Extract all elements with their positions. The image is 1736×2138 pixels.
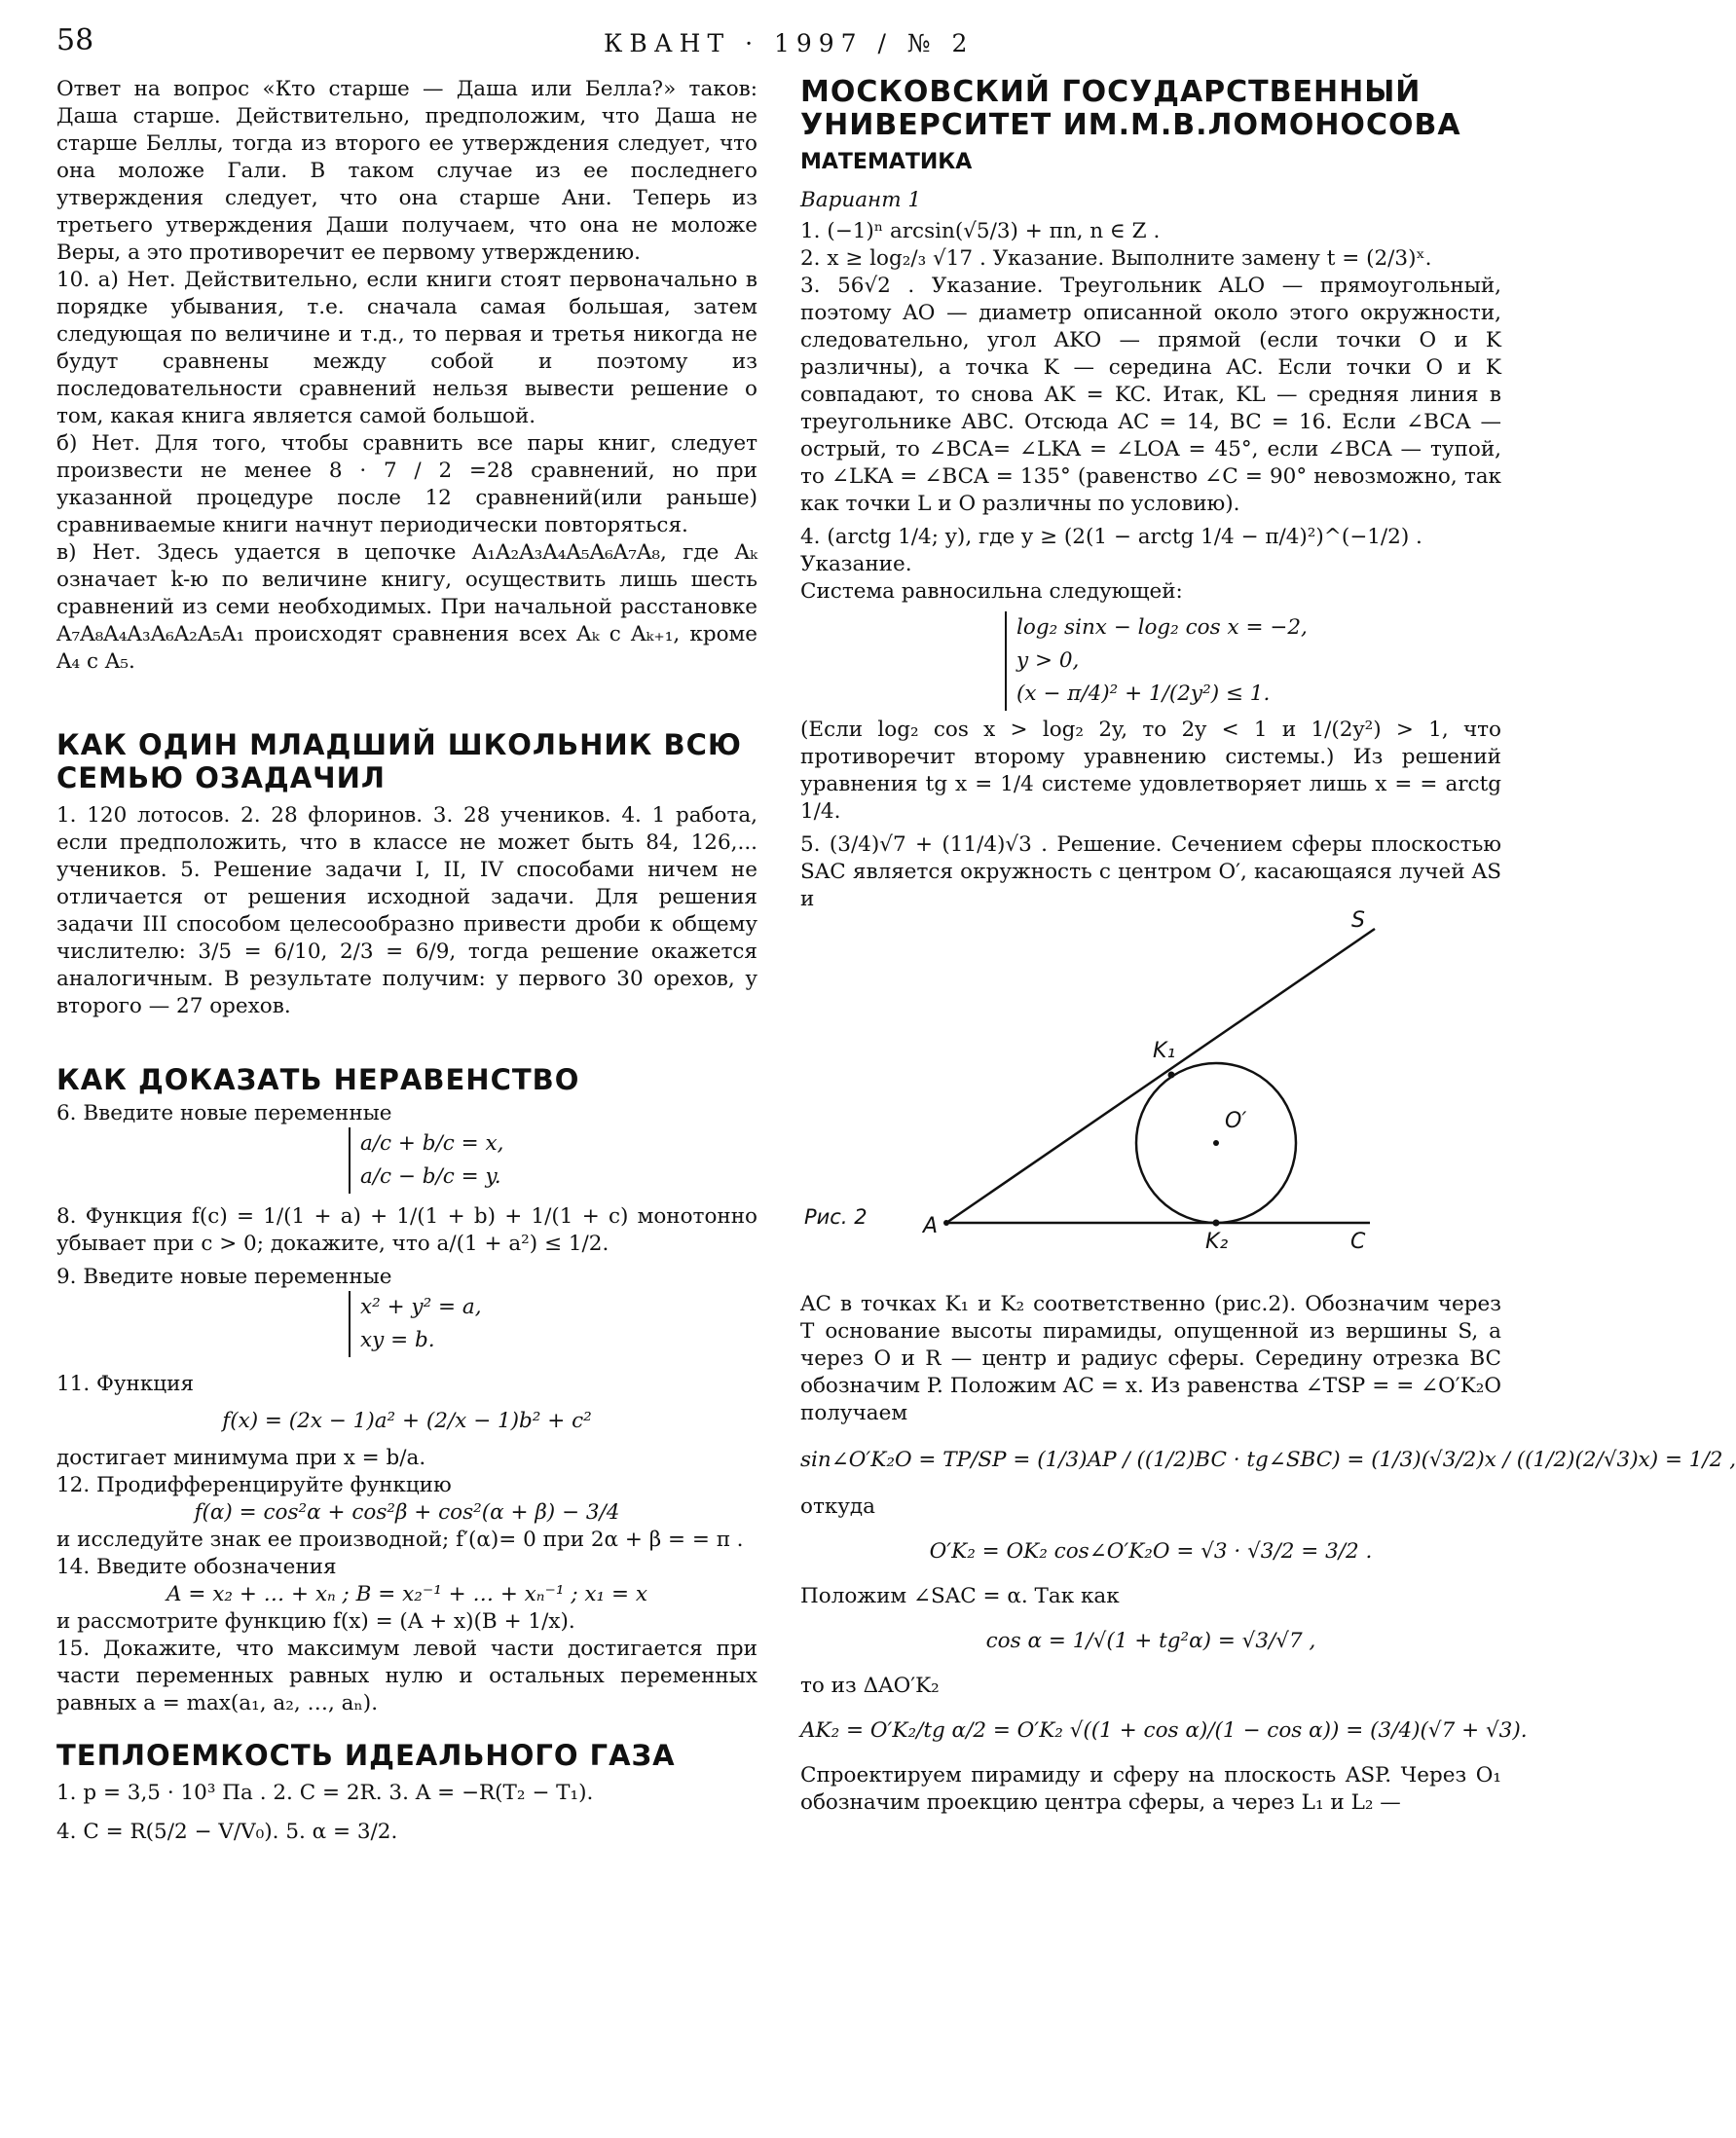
answer-msu-5: 5. (3/4)√7 + (11/4)√3 . Решение. Сечением сферы плоскостью SAC является окружность с центром O′, касающаяся лучей AS и	[800, 832, 1501, 911]
text-last-paragraph: Спроектируем пирамиду и сферу на плоскость ASP. Через O₁ обозначим проекцию центра сферы, а через L₁ и L₂ —	[800, 1763, 1501, 1815]
section-title-gas: ТЕПЛОЕМКОСТЬ ИДЕАЛЬНОГО ГАЗА	[56, 1739, 676, 1772]
answer-msu-3: 3. 56√2 . Указание. Треугольник ALO — прямоугольный, поэтому AO — диаметр описанной около этого окружности, следовательно, угол AKO — прямой (если точки O и K различны), а точка K — середина AC. Если точки O и K совпадают, то снова AK = KC. Итак, KL — средняя линия в треугольнике ABC. Отсюда AC = 14, BC = 16. Если ∠BCA — острый, то ∠BCA= ∠LKA = ∠LOA = 45°, если ∠BCA — тупой, то ∠LKA = ∠BCA = 135° (равенство ∠C = 90° невозможно, так как точки L и O различны по условию).	[800, 274, 1501, 516]
answer-10b: б) Нет. Для того, чтобы сравнить все пары книг, следует произвести не менее 8 · 7 / 2 =28 сравнений, но при указанной процедуре после 12 сравнений(или раньше) сравниваемые книги начнут периодически повторяться.	[56, 431, 757, 537]
answer-8: 8. Функция f(c) = 1/(1 + a) + 1/(1 + b) + 1/(1 + c) монотонно убывает при c > 0; докажите, что a/(1 + a²) ≤ 1/2.	[56, 1204, 757, 1256]
center-point	[1213, 1140, 1219, 1146]
answer-14-text: и рассмотрите функцию f(x) = (A + x)(B + 1/x).	[56, 1609, 575, 1634]
figure-2	[800, 908, 1501, 1291]
tangent-point-K2	[1213, 1220, 1220, 1227]
intro-paragraph: Ответ на вопрос «Кто старше — Даша или Белла?» таков: Даша старше. Действительно, предположим, что Даша не старше Беллы, тогда из второго ее утверждения следует, что она моложе Гали. В таком случае из ее последнего утверждения следует, что она старше Ани. Теперь из третьего утверждения Даши получаем, что она не моложе Веры, а это противоречит ее первому утверждению.	[56, 77, 757, 265]
text-after-figure: AC в точках K₁ и K₂ соответственно (рис.2). Обозначим через T основание высоты пирамиды, опущенной из вершины S, а через O и R — центр и радиус сферы. Середину отрезка BC обозначим P. Положим AC = x. Из равенства ∠TSP = = ∠O′K₂O получаем	[800, 1292, 1501, 1425]
answer-14: 14. Введите обозначения	[56, 1555, 337, 1579]
formula-14: A = x₂ + … + xₙ ; B = x₂⁻¹ + … + xₙ⁻¹ ; x₁ = x	[166, 1582, 647, 1606]
text-to-iz: то из ΔAO′K₂	[800, 1674, 940, 1698]
formula-11: f(x) = (2x − 1)a² + (2/x − 1)b² + c²	[222, 1409, 592, 1433]
text-otkuda: откуда	[800, 1494, 875, 1519]
right-column	[800, 75, 1736, 1817]
formula-AK2: AK₂ = O′K₂/tg α/2 = O′K₂ √((1 + cos α)/(1 − cos α)) = (3/4)(√7 + √3).	[800, 1718, 1528, 1743]
answer-msu-4-note: (Если log₂ cos x > log₂ 2y, то 2y < 1 и 1/(2y²) > 1, что противоречит второму уравнению системы.) Из решений уравнения tg x = 1/4 системе удовлетворяет лишь x = = arctg 1/4.	[800, 718, 1501, 824]
formula-cos: cos α = 1/√(1 + tg²α) = √3/√7 ,	[985, 1629, 1316, 1653]
running-title: КВАНТ · 1997 / № 2	[604, 29, 975, 57]
answer-10a: 10. а) Нет. Действительно, если книги стоят первоначально в порядке убывания, т.е. сначала самая большая, затем следующая по величине и т.д., то первая и третья никогда не будут сравнены между собой и поэтому из последовательности сравнений нельзя вывести решение о том, какая книга является самой большой.	[56, 268, 757, 428]
system-6	[56, 1127, 757, 1194]
section-title-inequality: КАК ДОКАЗАТЬ НЕРАВЕНСТВО	[56, 1063, 580, 1096]
figure-2-drawing	[800, 921, 1501, 1291]
answer-11-text: достигает минимума при x = b/a.	[56, 1446, 426, 1470]
label-S: S	[1351, 908, 1365, 933]
page-number: 58	[56, 23, 94, 57]
figure-caption: Рис. 2	[804, 1205, 868, 1229]
answer-msu-4-text: Система равносильна следующей:	[800, 579, 1183, 604]
label-A: A	[923, 1214, 939, 1238]
section-junior-text: 1. 120 лотосов. 2. 28 флоринов. 3. 28 учеников. 4. 1 работа, если предположить, что в классе не может быть 84, 126,... учеников. 5. Решение задачи I, II, IV способами ничем не отличается от решения исходной задачи. Для решения задачи III способом целесообразно привести дроби к общему числителю: 3/5 = 6/10, 2/3 = 6/9, тогда решение окажется аналогичным. В результате получим: у первого 30 орехов, у второго — 27 орехов.	[56, 803, 757, 1018]
label-C: C	[1350, 1230, 1366, 1254]
answer-11: 11. Функция	[56, 1372, 195, 1396]
tangent-point-K1	[1168, 1072, 1175, 1079]
answer-msu-2: 2. x ≥ log₂/₃ √17 . Указание. Выполните замену t = (2/3)ˣ.	[800, 246, 1432, 271]
system-4-line-1: log₂ sinx − log₂ cos x = −2,	[1016, 615, 1308, 640]
subject-heading: МАТЕМАТИКА	[800, 150, 973, 174]
vertex-A	[943, 1220, 949, 1226]
system-9-line-2: xy = b.	[360, 1328, 435, 1352]
answer-15: 15. Докажите, что максимум левой части достигается при части переменных равных нулю и остальных переменных равных a = max(a₁, a₂, …, aₙ).	[56, 1637, 757, 1715]
system-6-line-2: a/c − b/c = y.	[360, 1164, 501, 1189]
answer-9: 9. Введите новые переменные	[56, 1265, 392, 1289]
variant-heading: Вариант 1	[800, 188, 922, 212]
gas-answers-line-1: 1. p = 3,5 · 10³ Па . 2. C = 2R. 3. A = −R(T₂ − T₁).	[56, 1781, 594, 1805]
answer-6: 6. Введите новые переменные	[56, 1101, 392, 1125]
label-O-prime: O′	[1225, 1109, 1247, 1133]
system-4-line-3: (x − π/4)² + 1/(2y²) ≤ 1.	[1016, 682, 1271, 706]
answer-12-text: и исследуйте знак ее производной; f′(α)= 0 при 2α + β = = π .	[56, 1528, 744, 1552]
formula-sin: sin∠O′K₂O = TP/SP = (1/3)AP / ((1/2)BC · tg∠SBC) = (1/3)(√3/2)x / ((1/2)(2/√3)x) = 1/2 ,	[800, 1448, 1736, 1472]
answer-12: 12. Продифференцируйте функцию	[56, 1473, 452, 1497]
system-9	[56, 1291, 757, 1357]
answer-msu-4: 4. (arctg 1/4; y), где y ≥ (2(1 − arctg 1/4 − π/4)²)^(−1/2) . Указание.	[800, 525, 1422, 576]
formula-OK2: O′K₂ = OK₂ cos∠O′K₂O = √3 · √3/2 = 3/2 .	[929, 1539, 1373, 1564]
system-4	[800, 611, 1501, 711]
section-title-junior: КАК ОДИН МЛАДШИЙ ШКОЛЬНИК ВСЮ СЕМЬЮ ОЗАДАЧИЛ	[56, 728, 742, 794]
label-K2: K₂	[1205, 1230, 1229, 1254]
ray-AS	[946, 929, 1375, 1223]
left-column	[56, 76, 757, 1846]
answer-msu-1: 1. (−1)ⁿ arcsin(√5/3) + πn, n ∈ Z .	[800, 219, 1161, 243]
label-K1: K₁	[1153, 1039, 1176, 1063]
msu-title: МОСКОВСКИЙ ГОСУДАРСТВЕННЫЙ УНИВЕРСИТЕТ ИМ.М.В.ЛОМОНОСОВА	[800, 75, 1461, 142]
system-6-line-1: a/c + b/c = x,	[360, 1131, 504, 1156]
gas-answers-line-2: 4. C = R(5/2 − V/V₀). 5. α = 3/2.	[56, 1820, 398, 1844]
text-polozhim: Положим ∠SAC = α. Так как	[800, 1584, 1120, 1608]
answer-10c: в) Нет. Здесь удается в цепочке A₁A₂A₃A₄A₅A₆A₇A₈, где Aₖ означает k-ю по величине книгу, осуществить лишь шесть сравнений из семи необходимых. При начальной расстановке A₇A₈A₄A₃A₆A₂A₅A₁ происходят сравнения всех Aₖ с Aₖ₊₁, кроме A₄ с A₅.	[56, 540, 757, 674]
system-9-line-1: x² + y² = a,	[360, 1295, 482, 1319]
system-4-line-2: y > 0,	[1016, 648, 1080, 673]
formula-12: f(α) = cos²α + cos²β + cos²(α + β) − 3/4	[194, 1500, 620, 1525]
